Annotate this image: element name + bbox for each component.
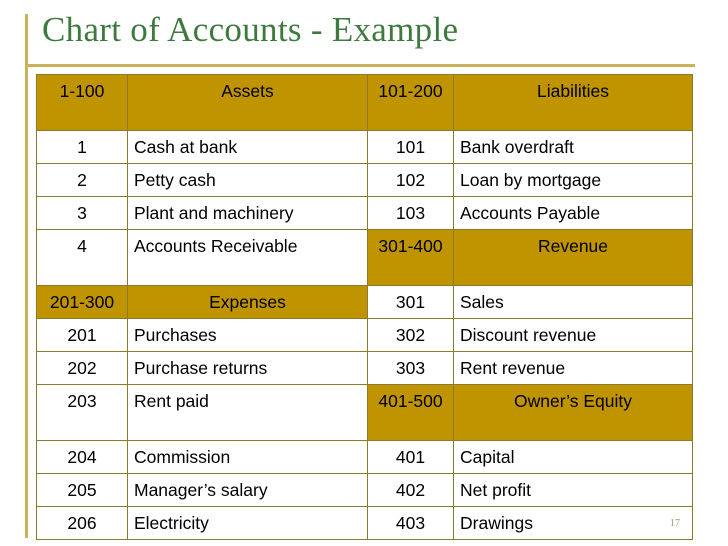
category-header: Revenue [454, 230, 693, 286]
account-range: 201-300 [37, 286, 128, 319]
table-row [37, 197, 693, 230]
category-header: Liabilities [454, 75, 693, 131]
account-code: 204 [37, 441, 128, 474]
account-name: Plant and machinery [128, 197, 368, 230]
account-code: 102 [368, 164, 454, 197]
account-code: 202 [37, 352, 128, 385]
table-row [37, 319, 693, 352]
table-row [37, 385, 693, 441]
category-header: Assets [128, 75, 368, 131]
account-code: 302 [368, 319, 454, 352]
account-code: 101 [368, 131, 454, 164]
table-row [37, 352, 693, 385]
table-row [37, 286, 693, 319]
account-name: Accounts Payable [454, 197, 693, 230]
category-header: Owner’s Equity [454, 385, 693, 441]
category-header: Expenses [128, 286, 368, 319]
account-code: 4 [37, 230, 128, 286]
account-range: 101-200 [368, 75, 454, 131]
account-code: 303 [368, 352, 454, 385]
account-code: 205 [37, 474, 128, 507]
account-name: Electricity [128, 507, 368, 540]
table-row [37, 164, 693, 197]
account-name: Accounts Receivable [128, 230, 368, 286]
table-row [37, 474, 693, 507]
account-name: Petty cash [128, 164, 368, 197]
table-row [37, 441, 693, 474]
account-name: Drawings [454, 507, 693, 540]
table-row [37, 131, 693, 164]
account-name: Net profit [454, 474, 693, 507]
account-range: 301-400 [368, 230, 454, 286]
account-code: 103 [368, 197, 454, 230]
account-name: Loan by mortgage [454, 164, 693, 197]
account-code: 301 [368, 286, 454, 319]
page-title: Chart of Accounts - Example [42, 10, 459, 49]
account-code: 401 [368, 441, 454, 474]
account-code: 203 [37, 385, 128, 441]
account-name: Commission [128, 441, 368, 474]
slide-number: 17 [670, 518, 680, 529]
account-code: 206 [37, 507, 128, 540]
left-accent-rule [25, 14, 28, 538]
account-range: 1-100 [37, 75, 128, 131]
table-row [37, 230, 693, 286]
account-name: Discount revenue [454, 319, 693, 352]
account-name: Purchase returns [128, 352, 368, 385]
account-code: 403 [368, 507, 454, 540]
table-row [37, 507, 693, 540]
account-name: Cash at bank [128, 131, 368, 164]
account-name: Rent paid [128, 385, 368, 441]
account-code: 201 [37, 319, 128, 352]
account-code: 2 [37, 164, 128, 197]
account-name: Bank overdraft [454, 131, 693, 164]
account-code: 402 [368, 474, 454, 507]
account-name: Purchases [128, 319, 368, 352]
account-code: 3 [37, 197, 128, 230]
chart-of-accounts-table [36, 74, 693, 540]
title-underline-rule [25, 64, 695, 67]
account-name: Rent revenue [454, 352, 693, 385]
account-range: 401-500 [368, 385, 454, 441]
account-name: Sales [454, 286, 693, 319]
account-name: Capital [454, 441, 693, 474]
account-code: 1 [37, 131, 128, 164]
table-row [37, 75, 693, 131]
account-name: Manager’s salary [128, 474, 368, 507]
